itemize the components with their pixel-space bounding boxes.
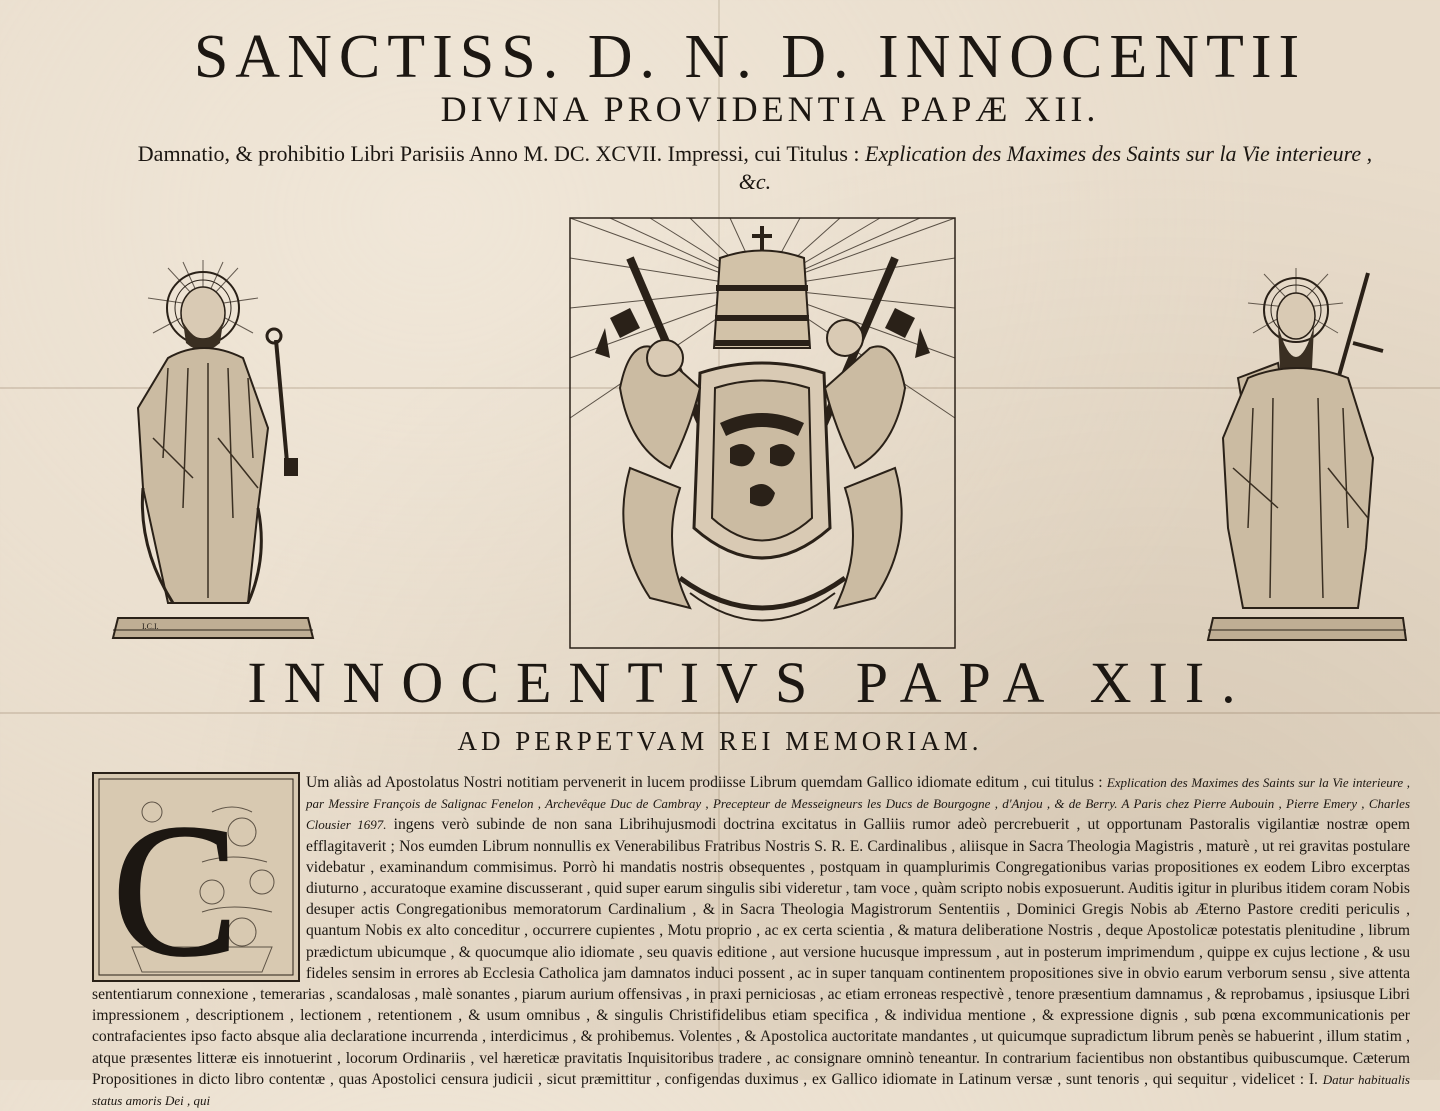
page-subtitle: DIVINA PROVIDENTIA PAPÆ XII. [440, 89, 1100, 129]
first-proposition: Datur habitualis status amoris Dei , qui [92, 1071, 1410, 1109]
decree-body-rest: ingens verò subinde de non sana Librihujusmodi doctrina excitatus in Galliis rumor adeò percrebuerit , ut opportunam Pastoralis vigilantiæ nostræ opem efflagitaverit ; Nos eumden Librum nonnullis ex Venerabilibus Fratribus Nostris S. R. E. Cardinalibus , aliisque in Sacra Theologia Magistris , maturè , ut rei gravitas postulare videbatur , examinandum commisimus. Porrò hi mandatis nostris obsequentes , postquam in quamplurimis Congregationibus varias propositiones ex eodem Libro excerptas diuturno , accuratoque examine discusserant , quid super earum singulis sibi videretur , tam voce , quàm scripto nobis exposuerunt. Auditis igitur in pluribus itidem coram Nobis desuper actis Congregationibus memoratorum Cardinalium , & in Sacra Theologia Magistrorum Sententiis , Dominici Gregis Nobis ab Æterno Pastore crediti periculis , quantum Nobis ex alto conceditur , occurrere cupientes , Motu proprio , ac ex certa scientia , & matura deliberatione Nostris , deque Apostolicæ potestatis plenitudine , librum prædictum ubicumque , & quocumque alio idiomate , seu quavis editione , aut versione hucusque impressum , aut in posterum imprimendum , quippe ex cujus lectione , & usu fideles sensim in errores ab Ecclesia Catholica jam damnatos induci possent , ac in super tanquam continentem propositiones sive in obvio earum verborum sensu , sive attenta sententiarum connexione , temerarias , scandalosas , malè sonantes , piarum aurium offensivas , in praxi perniciosas , ac etiam erroneas respectivè , tenore præsentium damnamus , & reprobamus , ipsiusque Libri impressionem , descriptionem , lectionem , retentionem , & usum omnibus , & singulis Christifidelibus etiam specifica , & individua mentione , & expressione dignis , sub pœna excommunicationis per contrafacientes ipso facto absque alia declaratione incurrenda , interdicimus , & prohibemus. Volentes , & Apostolica auctoritate mandantes , ut quicumque supradictum librum penès se habuerint , illum statim , atque præsentes litteræ eis innotuerint , locorum Ordinariis , vel hæreticæ pravitatis Inquisitoribus tradere , ac consignare omninò teneantur. In contrarium facientibus non obstantibus quibuscumque. Cæterum Propositiones in dicto libro contentæ , quas Apostolici censura judicii , sicut præmittitur , configendas duximus , ex Gallico idiomate in Latinum versæ , sunt tenoris , qui sequitur , videlicet : I. [92, 816, 1410, 1088]
book-citation: Explication des Maximes des Saints sur la Vie interieure , par Messire François de Salignac Fenelon , Archevêque Duc de Cambray , Precepteur de Messeigneurs les Ducs de Bourgogne , d'Anjou , & de Berry. A Paris chez Pierre Aubouin , Pierre Emery , Charles Clousier 1697. [306, 775, 1411, 833]
book-title: Explication des Maximes des Saints sur la Vie interieure , &c. [738, 141, 1373, 194]
decree-heading: INNOCENTIVS PAPA XII. [247, 650, 1253, 715]
decree-body [92, 772, 1411, 1109]
papal-coat-of-arms-icon [570, 218, 955, 648]
saint-paul-icon [1208, 268, 1406, 643]
condemnation-text: Damnatio, & prohibitio Libri Parisiis Anno M. DC. XCVII. Impressi, cui Titulus : [137, 141, 860, 166]
decree-body-start: Um aliàs ad Apostolatus Nostri notitiam pervenerit in lucem prodiisse Librum quemdam Gallico idiomate editum , cui titulus : [306, 774, 1103, 791]
saint-peter-icon [108, 258, 316, 643]
printer-mark: I.C.I. [142, 622, 159, 631]
initial-spacer [92, 772, 306, 980]
page-title: SANCTISS. D. N. D. INNOCENTII [193, 23, 1307, 91]
decree-subheading: AD PERPETVAM REI MEMORIAM. [457, 726, 983, 756]
condemnation-line [120, 140, 1390, 196]
initial-letter: C [112, 786, 239, 996]
